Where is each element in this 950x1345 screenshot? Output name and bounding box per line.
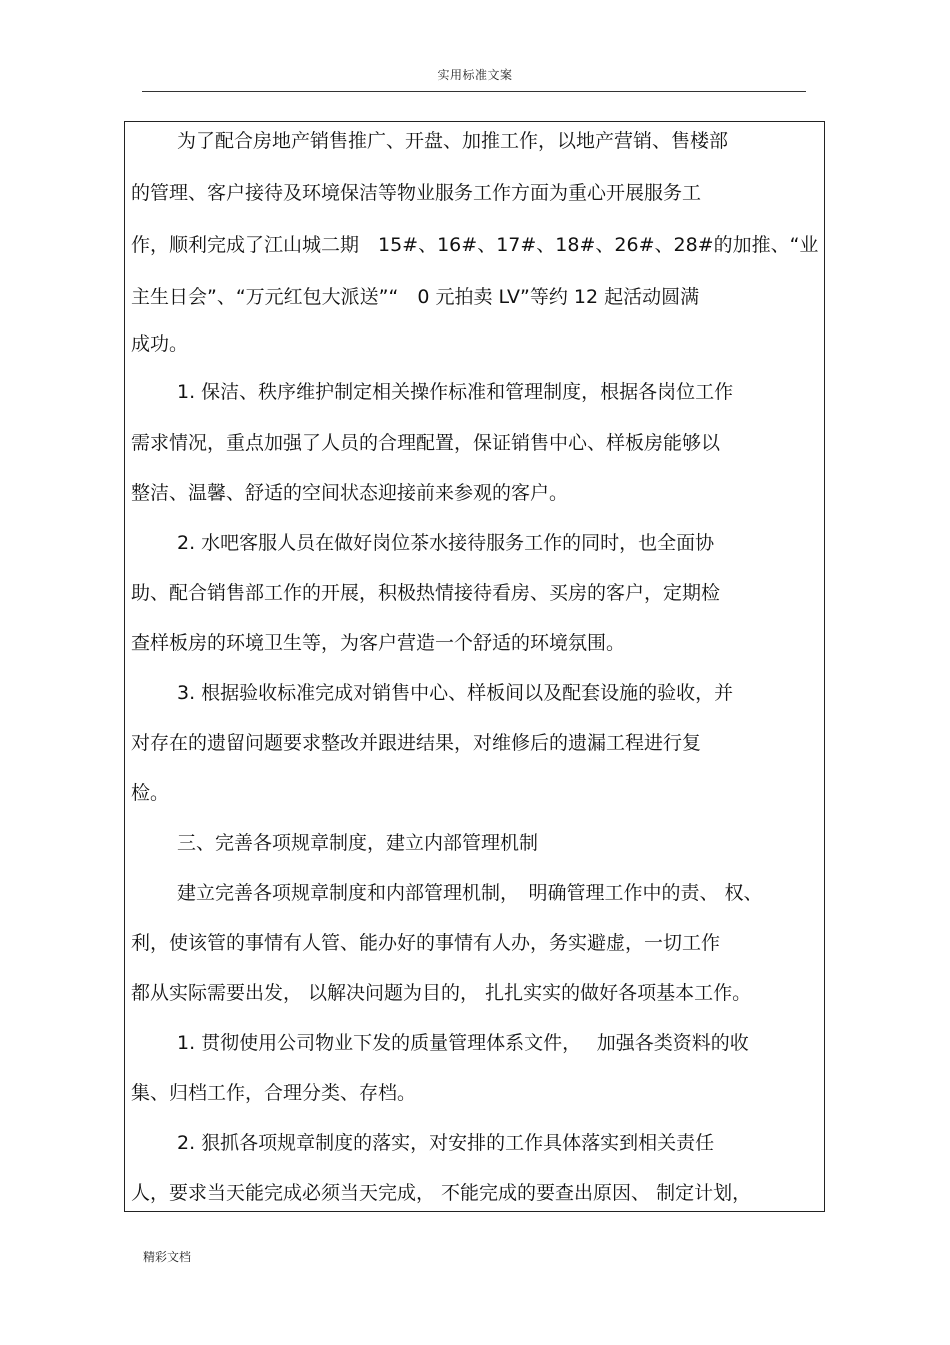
text-line: 整洁、温馨、舒适的空间状态迎接前来参观的客户。 xyxy=(131,482,569,504)
text-line: 对存在的遗留问题要求整改并跟进结果，对维修后的遗漏工程进行复 xyxy=(131,732,702,754)
page-footer-text: 精彩文档 xyxy=(143,1250,192,1264)
header-divider xyxy=(142,91,806,92)
text-line: 3. 根据验收标准完成对销售中心、样板间以及配套设施的验收，并 xyxy=(177,682,734,704)
text-line: 2. 狠抓各项规章制度的落实，对安排的工作具体落实到相关责任 xyxy=(177,1132,715,1154)
text-line: 人，要求当天能完成必须当天完成， 不能完成的要查出原因、 制定计划， xyxy=(131,1182,752,1204)
text-line: 集、归档工作，合理分类、存档。 xyxy=(131,1082,417,1104)
text-line: 1. 贯彻使用公司物业下发的质量管理体系文件， 加强各类资料的收 xyxy=(177,1032,749,1054)
text-line: 为了配合房地产销售推广、开盘、加推工作，以地产营销、售楼部 xyxy=(177,130,729,152)
content-box xyxy=(124,121,825,1212)
text-line: 利，使该管的事情有人管、能办好的事情有人办，务实避虚，一切工作 xyxy=(131,932,721,954)
text-line: 建立完善各项规章制度和内部管理机制， 明确管理工作中的责、 权、 xyxy=(177,882,763,904)
text-line: 需求情况，重点加强了人员的合理配置，保证销售中心、样板房能够以 xyxy=(131,432,721,454)
page-header-title: 实用标准文案 xyxy=(437,68,513,82)
section-heading: 三、完善各项规章制度，建立内部管理机制 xyxy=(177,832,539,854)
text-line: 检。 xyxy=(131,782,170,804)
text-line: 助、配合销售部工作的开展，积极热情接待看房、买房的客户，定期检 xyxy=(131,582,721,604)
text-line: 1. 保洁、秩序维护制定相关操作标准和管理制度，根据各岗位工作 xyxy=(177,381,734,403)
text-line: 主生日会”、“万元红包大派送”“ 0 元拍卖 LV”等约 12 起活动圆满 xyxy=(131,286,700,308)
text-line: 成功。 xyxy=(131,333,189,355)
text-line: 作，顺利完成了江山城二期 15#、16#、17#、18#、26#、28#的加推、“业 xyxy=(131,234,819,256)
text-line: 都从实际需要出发， 以解决问题为目的， 扎扎实实的做好各项基本工作。 xyxy=(131,982,752,1004)
text-line: 查样板房的环境卫生等，为客户营造一个舒适的环境氛围。 xyxy=(131,632,626,654)
text-line: 的管理、客户接待及环境保洁等物业服务工作方面为重心开展服务工 xyxy=(131,182,702,204)
text-line: 2. 水吧客服人员在做好岗位茶水接待服务工作的同时，也全面协 xyxy=(177,532,715,554)
